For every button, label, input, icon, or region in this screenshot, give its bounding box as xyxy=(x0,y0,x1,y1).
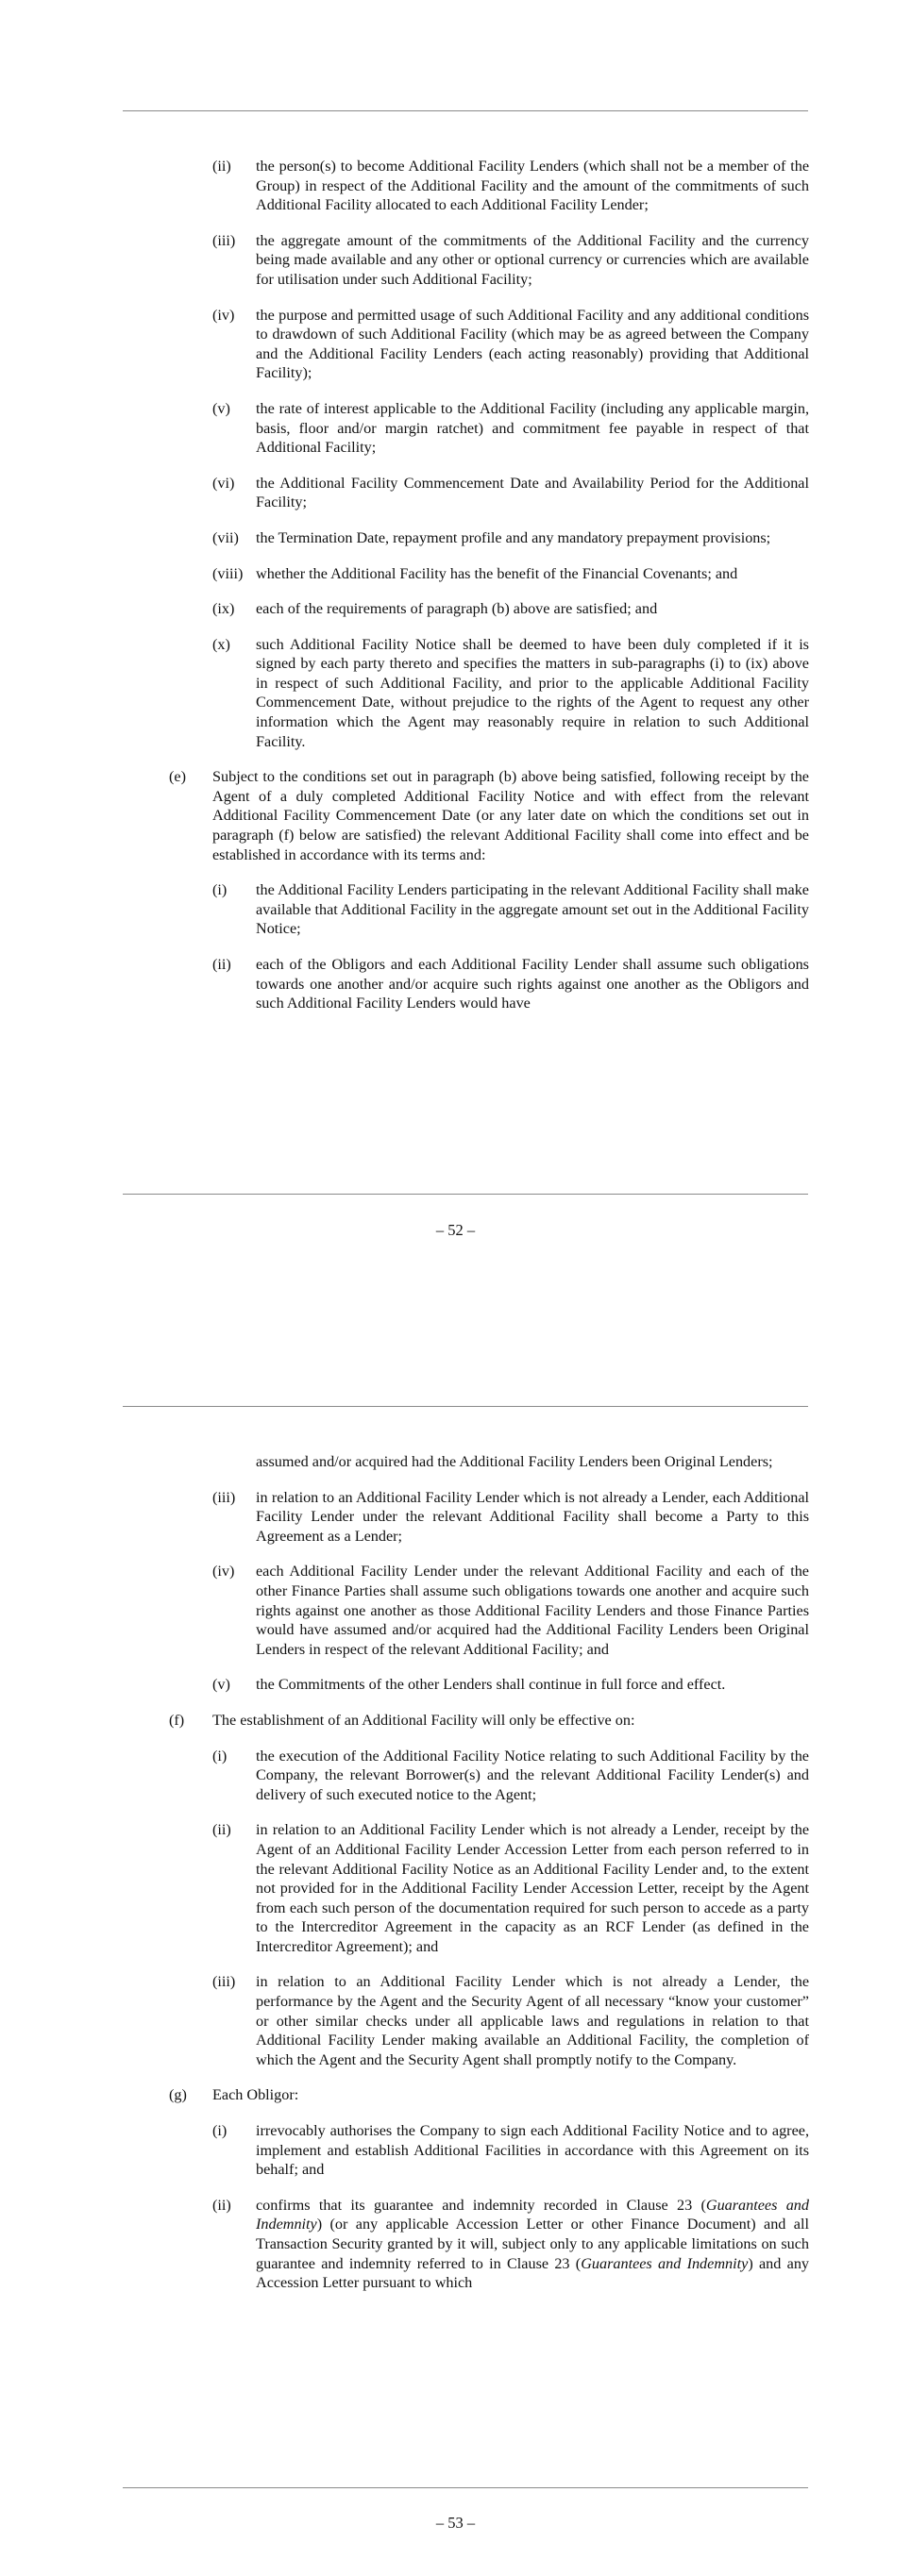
list-item: (i) the execution of the Additional Facility Notice relating to such Additional Facility by the Company, the relevant Borrower(s) and the relevant Additional Facility Lender(s) and delivery of such executed notice to the Agent; xyxy=(212,1747,809,1803)
page-top-rule xyxy=(123,1406,808,1407)
page-top-rule xyxy=(123,110,808,111)
list-item: (viii) whether the Additional Facility has the benefit of the Financial Covenants; and xyxy=(212,564,738,582)
list-item: (v) the Commitments of the other Lenders shall continue in full force and effect. xyxy=(212,1676,726,1694)
list-item: (i) the Additional Facility Lenders participating in the relevant Additional Facility shall make available that Additional Facility in the aggregate amount set out in the Additional Facility Notice; xyxy=(212,881,809,938)
page-53-body xyxy=(0,1452,911,2309)
list-item-text: confirms that its guarantee and indemnity recorded in Clause 23 (Guarantees and Indemnity) (or any applicable Accession Letter or other Finance Document) and all Transaction Security granted by it will, subject only to any applicable limitations on such guarantee and indemnity referred to in Clause 23 (Guarantees and Indemnity) and any Accession Letter pursuant to which xyxy=(256,2196,810,2292)
continuation-text: assumed and/or acquired had the Additional Facility Lenders been Original Lenders; xyxy=(256,1453,773,1470)
page-number: – 53 – xyxy=(435,2514,476,2532)
paragraph-f: (f) The establishment of an Additional Facility will only be effective on: xyxy=(169,1711,635,1729)
list-item: (iv) each Additional Facility Lender under the relevant Additional Facility and each of the other Finance Parties shall assume such obligations towards one another and acquire such rights against one another as those Additional Facility Lenders and those Finance Parties would have assumed and/or acquired had the Additional Facility Lenders been Original Lenders in respect of the relevant Additional Facility; and xyxy=(212,1563,809,1658)
list-item: (iii) in relation to an Additional Facility Lender which is not already a Lender, the performance by the Agent and the Security Agent of all necessary “know your customer” or other similar checks under all applicable laws and regulations in relation to that Additional Facility Lender making available an Additional Facility, the completion of which the Agent and the Security Agent shall promptly notify to the Company. xyxy=(212,1973,809,2068)
clause-title: Guarantees and Indemnity xyxy=(256,2196,809,2233)
paragraph-g: (g) Each Obligor: xyxy=(169,2086,299,2104)
list-item: (x) such Additional Facility Notice shall be deemed to have been duly completed if it is signed by each party thereto and specifies the matters in sub-paragraphs (i) to (ix) above in respect of such Additional Facility, and prior to the applicable Additional Facility Commencement Date, without prejudice to the rights of the Agent to request any other information which the Agent may reasonably require in relation to such Additional Facility. xyxy=(212,635,809,750)
page-bottom-rule xyxy=(123,1194,808,1195)
list-item: (ii) each of the Obligors and each Additional Facility Lender shall assume such obligations towards one another and/or acquire such rights against one another as the Obligors and such Additional Facility Lenders would have xyxy=(212,956,809,1012)
list-item: (i) irrevocably authorises the Company to sign each Additional Facility Notice and to agree, implement and establish Additional Facilities in accordance with this Agreement on its behalf; and xyxy=(212,2122,809,2179)
list-item: (vii) the Termination Date, repayment profile and any mandatory prepayment provisions; xyxy=(212,528,771,546)
list-item: (iv) the purpose and permitted usage of such Additional Facility and any additional conditions to drawdown of such Additional Facility (which may be as agreed between the Company and the Additional Facility Lenders (each acting reasonably) providing that Additional Facility); xyxy=(212,306,809,382)
list-item: (ix) each of the requirements of paragraph (b) above are satisfied; and xyxy=(212,600,658,618)
list-item: (iii) in relation to an Additional Facility Lender which is not already a Lender, each Additional Facility Lender under the relevant Additional Facility shall become a Party to this Agreement as a Lender; xyxy=(212,1488,809,1545)
list-item: (iii) the aggregate amount of the commitments of the Additional Facility and the currency being made available and any other or optional currency or currencies which are available for utilisation under such Additional Facility; xyxy=(212,231,809,288)
list-item: (ii) the person(s) to become Additional Facility Lenders (which shall not be a member of the Group) in respect of the Additional Facility and the amount of the commitments of such Additional Facility allocated to each Additional Facility Lender; xyxy=(212,158,809,214)
list-item: (v) the rate of interest applicable to the Additional Facility (including any applicable margin, basis, floor and/or margin ratchet) and commitment fee payable in respect of that Additional Facility; xyxy=(212,399,809,457)
page-bottom-rule xyxy=(123,2487,808,2488)
clause-title: Guarantees and Indemnity xyxy=(581,2254,749,2272)
paragraph-e: (e) Subject to the conditions set out in paragraph (b) above being satisfied, following receipt by the Agent of a duly completed Additional Facility Notice and with effect from the relevant Additional Facility Commencement Date (or any later date on which the conditions set out in paragraph (f) below are satisfied) the relevant Additional Facility shall come into effect and be established in accordance with its terms and: xyxy=(169,768,809,863)
page-number: – 52 – xyxy=(435,1221,476,1239)
list-item: (ii) in relation to an Additional Facility Lender which is not already a Lender, receipt by the Agent of an Additional Facility Lender Accession Letter from each person referred to in the relevant Additional Facility Notice as an Additional Facility Lender and, to the extent not provided for in the Additional Facility Lender Accession Letter, receipt by the Agent from each such person of the documentation required for such person to accede as a party to the Intercreditor Agreement in the capacity as an RCF Lender (as defined in the Intercreditor Agreement); and xyxy=(212,1821,809,1955)
page-52-body xyxy=(0,157,911,1029)
list-item: (vi) the Additional Facility Commencement Date and Availability Period for the Additional Facility; xyxy=(212,474,809,511)
list-item: (ii) confirms that its guarantee and indemnity recorded in Clause 23 (Guarantees and Indemnity) (or any applicable Accession Letter or other Finance Document) and all Transaction Security granted by it will, subject only to any applicable limitations on such guarantee and indemnity referred to in Clause 23 (Guarantees and Indemnity) and any Accession Letter pursuant to which xyxy=(212,2196,810,2292)
